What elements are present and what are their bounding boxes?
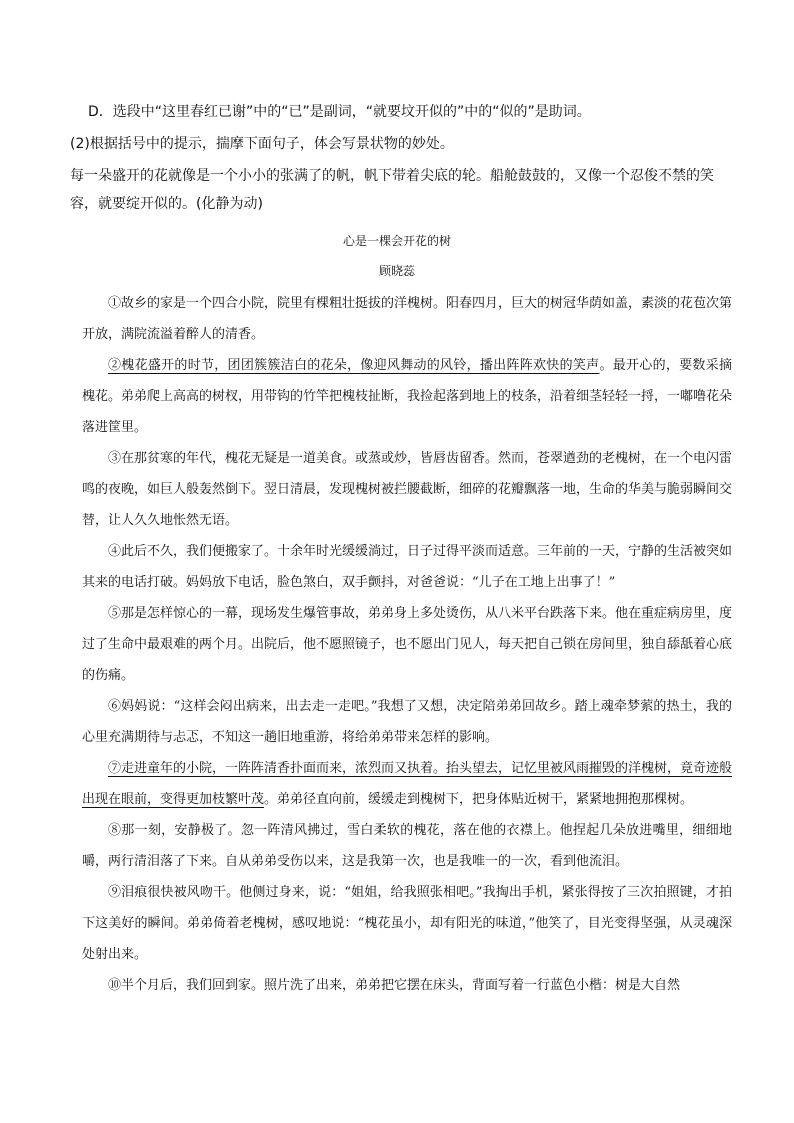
article-author: 顾晓蕊 (378, 264, 415, 278)
paragraph-10: ⑩半个月后，我们回到家。照片洗了出来，弟弟把它摆在床头，背面写着一行蓝色小楷：树是大自然 (108, 978, 681, 993)
paragraph-8: ⑧那一刻，安静极了。忽一阵清风拂过，雪白柔软的槐花，落在他的衣襟上。他捏起几朵放进嘴里，细细地嚼，两行清泪落了下来。自从弟弟受伤以来，这是我第一次，也是我唯一的一次，看到他流泪。 (82, 823, 732, 869)
paragraph-1: ①故乡的家是一个四合小院，院里有棵粗壮挺拔的洋槐树。阳春四月，巨大的树冠华荫如盖，素淡的花苞次第开放，满院流溢着醉人的清香。 (82, 296, 733, 342)
paragraph-6: ⑥妈妈说：“这样会闷出病来，出去走一走吧。”我想了又想，决定陪弟弟回故乡。踏上魂牵梦萦的热土，我的心里充满期待与忐忑，不知这一趟旧地重游，将给弟弟带来怎样的影响。 (82, 699, 732, 745)
paragraph-7-underlined: ⑦走进童年的小院，一阵阵清香扑面而来，浓烈而又执着。抬头望去，记忆里被风雨摧毁的洋槐树，竟奇迹般出现在眼前，变得更加枝繁叶茂 (82, 761, 733, 807)
article-title: 心是一棵会开花的树 (342, 234, 451, 248)
paragraph-7 (82, 753, 732, 815)
question-2-sentence: 每一朵盛开的花就像是一个小小的张满了的帆，帆下带着尖底的轮。船舱鼓鼓的，又像一个忍俊不禁的笑容，就要绽开似的。(化静为动) (70, 168, 714, 212)
paragraph-2-rest: 。最开心的，要数采摘槐花。弟弟爬上高高的树杈，用带钩的竹竿把槐枝扯断，我捡起落到地上的枝条，沿着细茎轻轻一捋，一嘟噜花朵落进筐里。 (82, 358, 733, 435)
option-d: D．选段中“这里春红已谢”中的“已”是副词，“就要坟开似的”中的“似的”是助词。 (88, 104, 591, 120)
paragraph-2 (82, 350, 732, 443)
paragraph-9: ⑨泪痕很快被风吻干。他侧过身来，说：“姐姐，给我照张相吧。”我掏出手机，紧张得按了三次拍照键，才拍下这美好的瞬间。弟弟倚着老槐树，感叹地说：“槐花虽小，却有阳光的味道，”他笑了，目光变得坚强，从灵魂深处射出来。 (82, 885, 732, 962)
paragraph-5: ⑤那是怎样惊心的一幕，现场发生爆管事故，弟弟身上多处烫伤，从八米平台跌落下来。他在重症病房里，度过了生命中最艰难的两个月。出院后，他不愿照镜子，也不愿出门见人，每天把自己锁在房间里，独自舔舐着心底的伤痛。 (82, 606, 733, 683)
question-2-prompt: (2)根据括号中的提示，揣摩下面句子，体会写景状物的妙处。 (70, 136, 454, 152)
article-body (82, 288, 732, 1001)
paragraph-3: ③在那贫寒的年代，槐花无疑是一道美食。或蒸或炒，皆唇齿留香。然而，苍翠遒劲的老槐树，在一个电闪雷鸣的夜晚，如巨人般轰然倒下。翌日清晨，发现槐树被拦腰截断，细碎的花瓣飘落一地，生命的华美与脆弱瞬间交替，让人久久地怅然无语。 (82, 451, 733, 528)
paragraph-4: ④此后不久，我们便搬家了。十余年时光缓缓淌过，日子过得平淡而适意。三年前的一天，宁静的生活被突如其来的电话打破。妈妈放下电话，脸色煞白，双手颤抖，对爸爸说：“儿子在工地上出事了！” (82, 544, 733, 590)
paragraph-2-underlined: ②槐花盛开的时节，团团簇簇洁白的花朵，像迎风舞动的风铃，播出阵阵欢快的笑声 (108, 358, 600, 373)
paragraph-7-rest: 。弟弟径直向前，缓缓走到槐树下，把身体贴近树干，紧紧地拥抱那棵树。 (264, 792, 694, 807)
